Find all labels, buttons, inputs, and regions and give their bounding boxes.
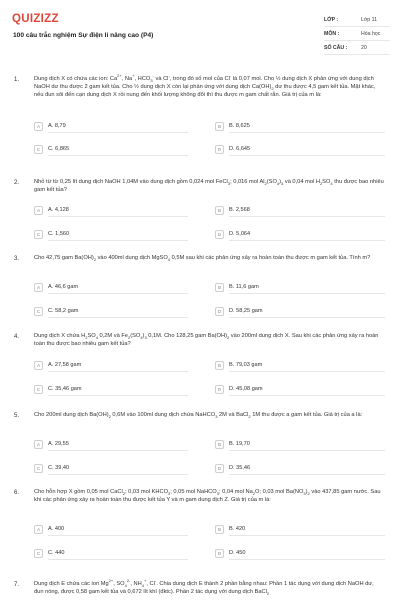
option-label: D. 45,08 gam (229, 386, 263, 392)
option-underline (229, 371, 385, 372)
option-label: D. 5,064 (229, 231, 251, 237)
option-underline (48, 535, 188, 536)
meta-row-question-count (324, 42, 390, 55)
answer-option-b[interactable] (215, 438, 385, 451)
meta-row-class (324, 14, 390, 27)
option-label: C. 35,46 gam (48, 386, 82, 392)
option-underline (229, 132, 385, 133)
option-letter-box: B (215, 525, 224, 534)
option-label: B. 8,625 (229, 123, 250, 129)
worksheet-title: 100 câu trắc nghiệm Sự điện li nâng cao (P4) (13, 32, 154, 39)
option-underline (229, 155, 385, 156)
answer-option-d[interactable] (215, 383, 385, 396)
option-underline (48, 240, 188, 241)
option-letter-box: D (215, 230, 224, 239)
option-letter-box: A (34, 361, 43, 370)
question-text: Cho hỗn hợp X gồm 0,05 mol CaCl$_2$; 0,03 mol $KHCO_3$; 0,05 mol NaHCO$_3$; 0,04 mol $Na_2O$; 0,03 mol $Ba(NO_3)_2$ vào 437,85 gam nước. Sau khi các phản ứng xảy ra hoàn toàn thu được kết tủa Y và m gam dung dịch Z. Giá trị của m là: (34, 489, 381, 503)
option-label: A. 8,79 (48, 123, 66, 129)
option-letter-box: B (215, 283, 224, 292)
option-letter-box: D (215, 145, 224, 154)
answer-option-d[interactable] (215, 143, 385, 156)
option-underline (48, 395, 188, 396)
option-letter-box: D (215, 307, 224, 316)
option-letter-box: A (34, 440, 43, 449)
option-letter-box: C (34, 230, 43, 239)
option-letter-box: A (34, 206, 43, 215)
meta-key: MÔN : (324, 31, 340, 37)
option-underline (48, 317, 188, 318)
option-underline (48, 450, 188, 451)
meta-value: Lớp 11 (361, 17, 377, 23)
answer-option-d[interactable] (215, 228, 385, 241)
question-text: Nhỏ từ từ 0,25 lít dung dịch NaOH 1,04M vào dung dịch gồm 0,024 mol FeCl$_3$; 0,016 mol $Al_2(SO_4)_3$ và 0,04 mol $H_2SO_4$ thu được bao nhiêu gam kết tủa? (34, 179, 384, 193)
option-letter-box: C (34, 307, 43, 316)
option-underline (229, 216, 385, 217)
answer-option-b[interactable] (215, 359, 385, 372)
question-number: 6. (14, 490, 20, 496)
option-underline (229, 450, 385, 451)
meta-row-subject (324, 28, 390, 41)
option-underline (48, 155, 188, 156)
option-label: D. 35,46 (229, 465, 251, 471)
option-underline (229, 395, 385, 396)
question-number: 2. (14, 180, 20, 186)
option-label: A. 29,55 (48, 441, 69, 447)
option-label: D. 6,645 (229, 146, 251, 152)
option-label: B. 11,6 gam (229, 284, 259, 290)
answer-option-d[interactable] (215, 305, 385, 318)
option-underline (48, 293, 188, 294)
option-letter-box: C (34, 385, 43, 394)
option-letter-box: B (215, 361, 224, 370)
option-letter-box: D (215, 464, 224, 473)
question-number: 4. (14, 334, 20, 340)
option-underline (229, 559, 385, 560)
option-label: B. 2,568 (229, 207, 250, 213)
option-letter-box: D (215, 549, 224, 558)
option-label: A. 27,58 gam (48, 362, 82, 368)
option-underline (48, 132, 188, 133)
answer-option-d[interactable] (215, 462, 385, 475)
option-underline (229, 240, 385, 241)
option-underline (48, 474, 188, 475)
option-underline (229, 317, 385, 318)
question-text: Dung dịch X có chứa các ion: $Ca^{2+}$, Na+, $HCO_3^-$ và Cl-, trong đó số mol của Cl- là 0,07 mol. Cho ½ dung dịch X phản ứng với dung dịch NaOH dư thu được 2 gam kết tủa. Cho ½ dung dịch X còn lại phản ứng với dung dịch $Ca(OH)_2$ dư thu được 4,5 gam kết tủa. Mặt khác, nếu đun sôi đến cạn dung dịch X rồi nung đến khối lượng không đổi thì thu được m gam chất rắn. Giá trị của m là: (34, 73, 376, 98)
option-label: A. 400 (48, 526, 65, 532)
answer-option-c[interactable] (34, 547, 188, 560)
answer-option-a[interactable] (34, 523, 188, 536)
answer-option-a[interactable] (34, 120, 188, 133)
option-label: D. 58,25 gam (229, 308, 263, 314)
option-label: B. 420 (229, 526, 246, 532)
answer-option-c[interactable] (34, 383, 188, 396)
option-label: C. 58,2 gam (48, 308, 79, 314)
answer-option-b[interactable] (215, 120, 385, 133)
option-letter-box: A (34, 283, 43, 292)
option-underline (48, 559, 188, 560)
option-letter-box: A (34, 525, 43, 534)
option-letter-box: C (34, 549, 43, 558)
option-letter-box: D (215, 385, 224, 394)
meta-value: Hóa học (361, 31, 381, 37)
worksheet-header (0, 0, 400, 64)
meta-value: 20 (361, 45, 367, 51)
question-text: Cho 200ml dung dịch $Ba(OH)_2$ 0,6M vào 100ml dung dịch chứa NaHCO$_3$ 2M và BaCl$_2$ 1M thu được a gam kết tủa. Giá trị của a là: (34, 412, 363, 420)
answer-option-d[interactable] (215, 547, 385, 560)
option-label: C. 39,40 (48, 465, 70, 471)
question-number: 7. (14, 582, 20, 588)
option-label: D. 450 (229, 550, 246, 556)
option-label: C. 6,865 (48, 146, 70, 152)
answer-option-c[interactable] (34, 143, 188, 156)
answer-option-a[interactable] (34, 204, 188, 217)
option-label: B. 19,70 (229, 441, 250, 447)
meta-key: LỚP : (324, 17, 339, 23)
option-underline (229, 474, 385, 475)
question-text: Dung dịch E chứa các ion $Mg^{2+}$, $SO_4^{2-}$, $NH_4^+$, Cl-. Chia dung dịch E thành 2 phần bằng nhau: Phần 1 tác dụng với dung dịch NaOH dư, đun nóng, được 0,58 gam kết tủa và 0,672 lít khí (đktc). Phần 2 tác dụng với dung dịch BaCl$_2$ (34, 578, 374, 597)
option-underline (229, 293, 385, 294)
quizizz-logo: QUIZIZZ (12, 13, 59, 25)
answer-option-a[interactable] (34, 359, 188, 372)
answer-option-a[interactable] (34, 438, 188, 451)
answer-option-c[interactable] (34, 305, 188, 318)
question-number: 3. (14, 256, 20, 262)
question-text: Dung dịch X chứa $H_2SO_4$ 0,2M và $Fe_2(SO_4)_3$ 0,1M. Cho 128,25 gam $Ba(OH)_2$ vào 200ml dung dịch X. Sau khi các phản ứng xảy ra hoàn toàn thu được bao nhiêu gam kết tủa? (34, 333, 379, 347)
option-letter-box: C (34, 464, 43, 473)
answer-option-b[interactable] (215, 204, 385, 217)
option-label: C. 440 (48, 550, 65, 556)
question-number: 5. (14, 413, 20, 419)
question-text: Cho 42,75 gam $Ba(OH)_2$ vào 400ml dung dịch MgSO$_4$ 0,5M sau khi các phản ứng xảy ra hoàn toàn thu được m gam kết tủa. Tính m? (34, 255, 371, 263)
answer-option-b[interactable] (215, 523, 385, 536)
option-underline (229, 535, 385, 536)
option-label: A. 46,6 gam (48, 284, 79, 290)
option-letter-box: B (215, 206, 224, 215)
option-letter-box: B (215, 440, 224, 449)
answer-option-c[interactable] (34, 462, 188, 475)
answer-option-a[interactable] (34, 281, 188, 294)
option-letter-box: A (34, 122, 43, 131)
option-label: C. 1,560 (48, 231, 70, 237)
option-label: A. 4,128 (48, 207, 69, 213)
option-letter-box: C (34, 145, 43, 154)
option-underline (48, 216, 188, 217)
meta-key: SỐ CÂU : (324, 45, 348, 51)
option-underline (48, 371, 188, 372)
option-letter-box: B (215, 122, 224, 131)
answer-option-c[interactable] (34, 228, 188, 241)
answer-option-b[interactable] (215, 281, 385, 294)
question-number: 1. (14, 77, 20, 83)
option-label: B. 79,03 gam (229, 362, 263, 368)
